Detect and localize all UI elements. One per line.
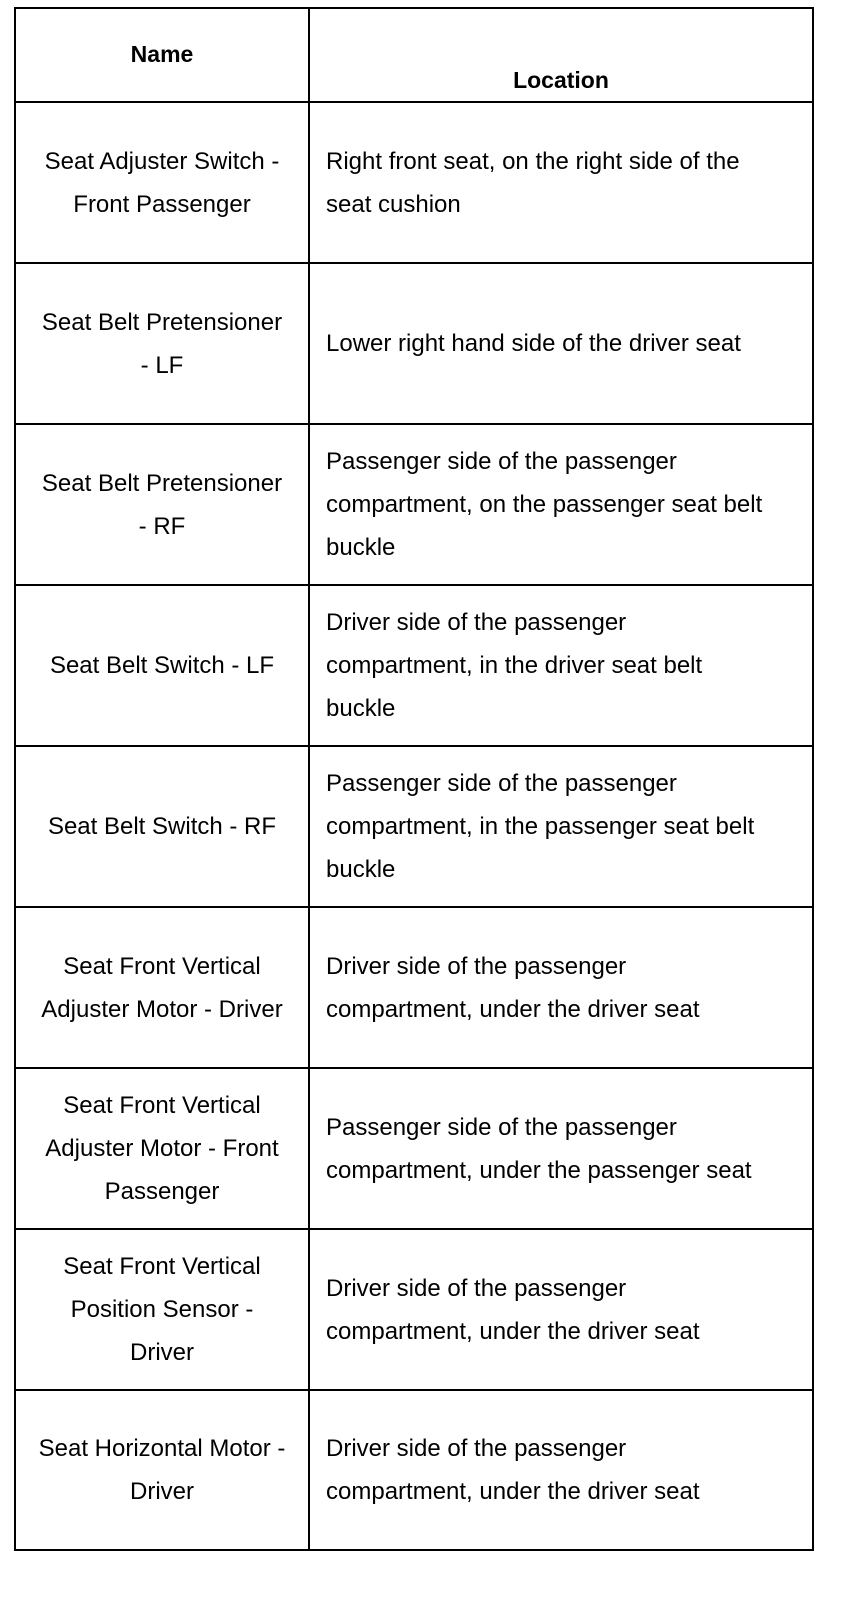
- table-row: [15, 263, 813, 424]
- name-cell: Seat Belt Switch - RF: [15, 746, 309, 907]
- table-row: [15, 102, 813, 263]
- name-cell: Seat Horizontal Motor - Driver: [15, 1390, 309, 1550]
- header-name: [15, 8, 309, 102]
- location-cell: Driver side of the passenger compartment, under the driver seat: [309, 1390, 813, 1550]
- name-cell: Seat Front Vertical Position Sensor - Driver: [15, 1229, 309, 1390]
- table-row: [15, 1229, 813, 1390]
- location-cell: Passenger side of the passenger compartment, under the passenger seat: [309, 1068, 813, 1229]
- location-cell: Right front seat, on the right side of the seat cushion: [309, 102, 813, 263]
- location-cell: Passenger side of the passenger compartment, in the passenger seat belt buckle: [309, 746, 813, 907]
- name-cell: Seat Belt Pretensioner - RF: [15, 424, 309, 585]
- location-cell: Driver side of the passenger compartment, under the driver seat: [309, 1229, 813, 1390]
- table-row: [15, 1390, 813, 1550]
- name-cell: Seat Front Vertical Adjuster Motor - Front Passenger: [15, 1068, 309, 1229]
- table-row: [15, 585, 813, 746]
- location-cell: Driver side of the passenger compartment, under the driver seat: [309, 907, 813, 1068]
- table-row: [15, 746, 813, 907]
- location-cell: Driver side of the passenger compartment, in the driver seat belt buckle: [309, 585, 813, 746]
- name-cell: Seat Belt Switch - LF: [15, 585, 309, 746]
- table-row: [15, 1068, 813, 1229]
- name-cell: Seat Adjuster Switch - Front Passenger: [15, 102, 309, 263]
- table-header-row: [15, 8, 813, 102]
- location-cell: Lower right hand side of the driver seat: [309, 263, 813, 424]
- name-cell: Seat Belt Pretensioner - LF: [15, 263, 309, 424]
- table-row: [15, 424, 813, 585]
- table-row: [15, 907, 813, 1068]
- component-location-table: [14, 7, 814, 1551]
- name-cell: Seat Front Vertical Adjuster Motor - Driver: [15, 907, 309, 1068]
- header-location: [309, 8, 813, 102]
- location-cell: Passenger side of the passenger compartment, on the passenger seat belt buckle: [309, 424, 813, 585]
- header-location-label: Location: [513, 67, 609, 93]
- header-name-label: Name: [130, 41, 194, 67]
